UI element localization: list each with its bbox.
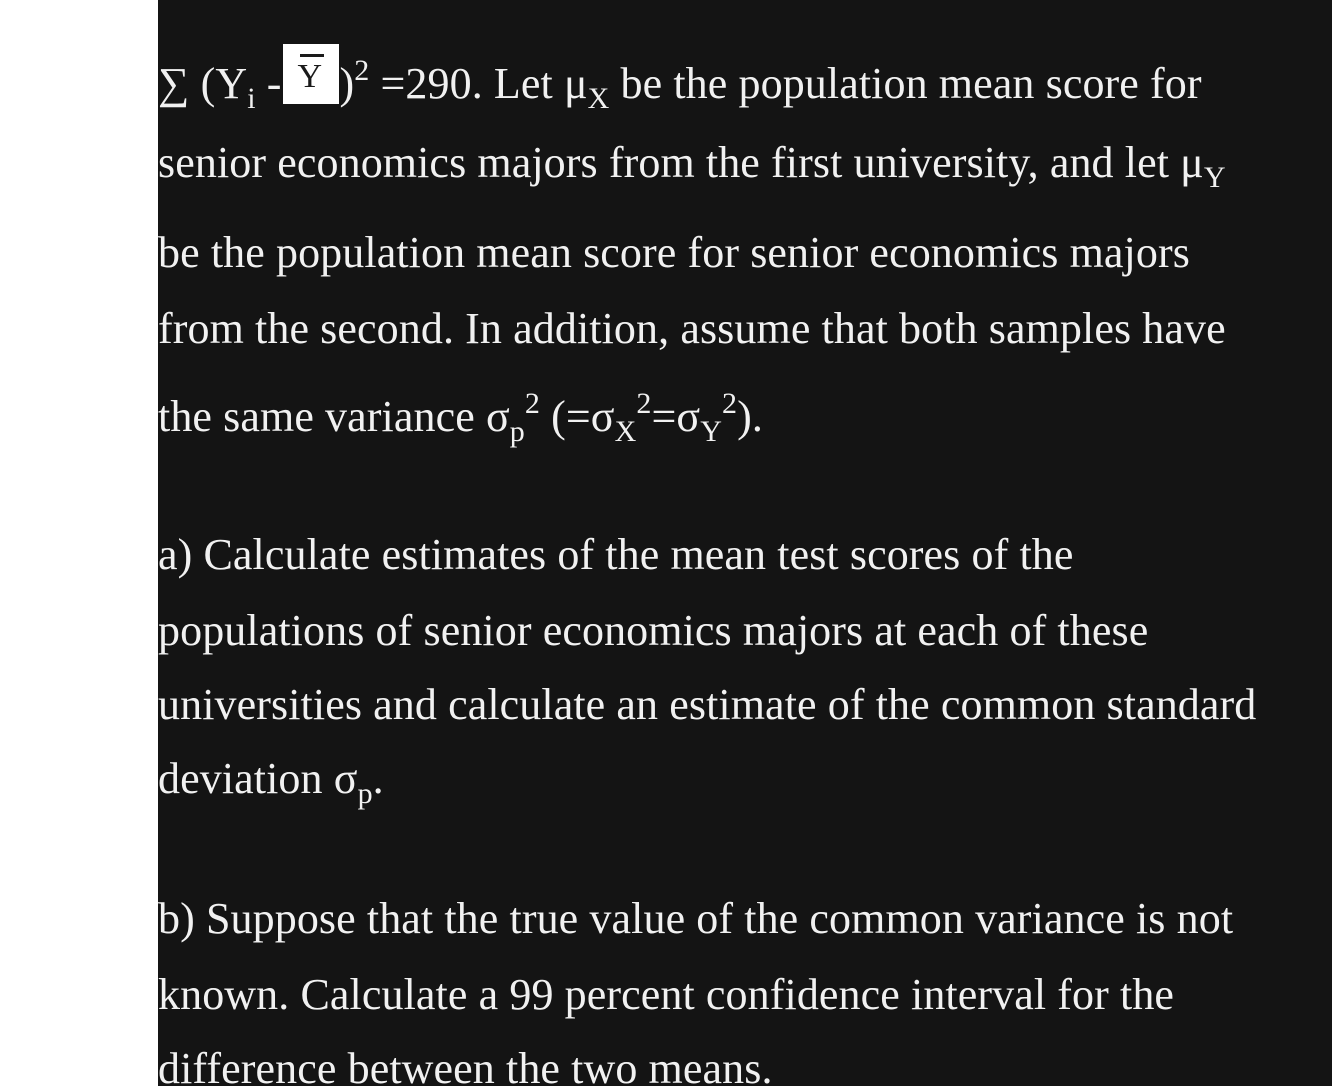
part-b-line-1: b) Suppose that the true value of the common variance is not	[158, 894, 1234, 943]
formula-rest: =290. Let μ	[380, 59, 588, 108]
part-a-line-1: a) Calculate estimates of the mean test scores of the	[158, 530, 1074, 579]
y-bar-symbol	[283, 44, 339, 104]
text-line-2	[158, 138, 1226, 194]
sigma-symbol: ∑	[158, 59, 190, 108]
variance-mid-2: =σ	[651, 392, 701, 441]
text-line-3: be the population mean score for senior economics majors	[158, 228, 1190, 277]
subscript-p-2: p	[357, 777, 373, 810]
minus-sign: -	[266, 59, 282, 108]
variance-pre: the same variance σ	[158, 392, 510, 441]
overbar	[300, 54, 324, 57]
superscript-2a: 2	[524, 387, 540, 420]
superscript-2: 2	[354, 54, 370, 87]
part-a-line-4	[158, 754, 384, 810]
deviation-end: .	[372, 754, 384, 803]
variance-line	[158, 387, 763, 448]
question-text-panel	[158, 0, 1332, 1086]
close-paren: )	[339, 59, 355, 108]
variance-end: ).	[737, 392, 763, 441]
subscript-y-2: Y	[700, 415, 722, 448]
subscript-x: X	[587, 82, 610, 115]
part-b-line-2: known. Calculate a 99 percent confidence interval for the	[158, 970, 1175, 1019]
subscript-p: p	[509, 415, 525, 448]
formula-open: (Y	[200, 59, 248, 108]
subscript-x-2: X	[614, 415, 637, 448]
deviation-text: deviation σ	[158, 754, 358, 803]
text-line-4: from the second. In addition, assume that both samples have	[158, 304, 1226, 353]
line-2-text: senior economics majors from the first university, and let μ	[158, 138, 1204, 187]
y-bar-letter: Y	[297, 58, 323, 95]
variance-mid-1: (=σ	[540, 392, 615, 441]
left-margin	[0, 0, 158, 1086]
superscript-2c: 2	[721, 387, 738, 420]
part-a-line-3: universities and calculate an estimate of the common standard	[158, 680, 1257, 729]
formula-line	[158, 44, 1202, 115]
formula-tail: be the population mean score for	[609, 59, 1202, 108]
part-b-line-3: difference between the two means.	[158, 1044, 773, 1086]
part-a-line-2: populations of senior economics majors at each of these	[158, 606, 1149, 655]
subscript-i: i	[247, 82, 256, 115]
subscript-y: Y	[1203, 161, 1226, 194]
superscript-2b: 2	[636, 387, 652, 420]
